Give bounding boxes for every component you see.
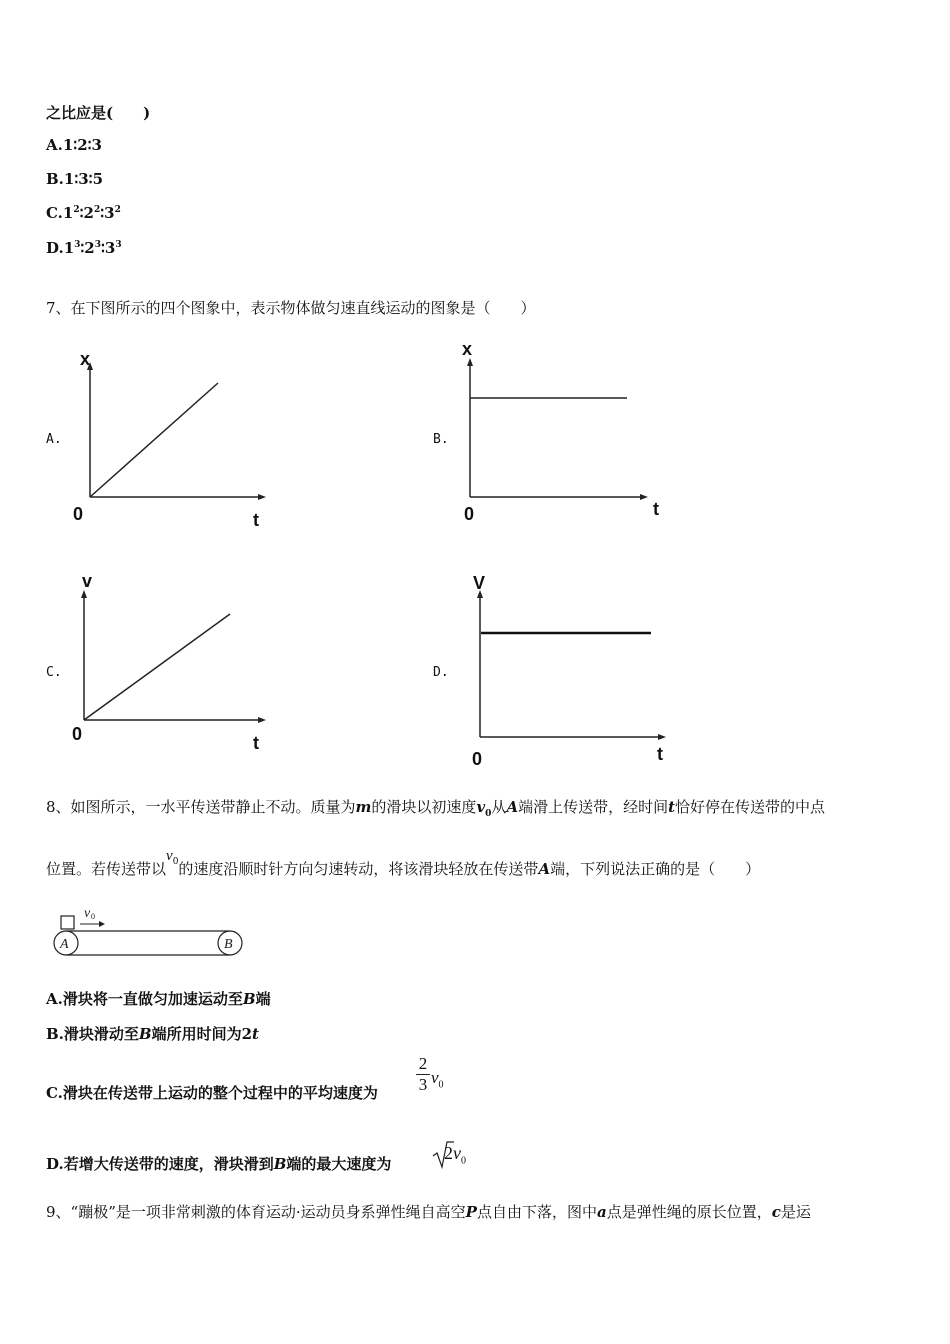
graph-c-y-label: v bbox=[82, 571, 93, 591]
graph-c bbox=[60, 568, 280, 768]
graph-c-x-label: t bbox=[253, 733, 259, 753]
q6-option-c: $C.1^2∶2^2∶3^2$ bbox=[46, 204, 121, 222]
graph-b bbox=[440, 338, 680, 538]
fraction-denominator: 3 bbox=[418, 1075, 428, 1094]
graph-b-origin: 0 bbox=[464, 504, 475, 524]
q9-stem-line-1: 9、“蹦极”是一项非常刺激的体育运动·运动员身系弹性绳自高空P点自由下落，图中a点是弹性绳的原长位置，c是运 bbox=[46, 1203, 811, 1221]
q8-option-d-value: $2v_0$ bbox=[444, 1143, 466, 1167]
q8-option-c-var: $v_0$ bbox=[431, 1068, 444, 1091]
graph-c-plot-line bbox=[84, 614, 230, 720]
q8-stem-line-2: 位置。若传送带以$v_0$的速度沿顺时针方向匀速转动，将该滑块轻放在传送带A端，下列说法正确的是（ ） bbox=[46, 848, 761, 878]
fraction-numerator: 2 bbox=[418, 1054, 428, 1073]
q8-option-c: C.滑块在传送带上运动的整个过程中的平均速度为 bbox=[46, 1084, 378, 1102]
q6-option-b: B.1∶3∶5 bbox=[46, 170, 104, 188]
q8-option-a: A.滑块将一直做匀加速运动至B端 bbox=[46, 990, 271, 1008]
q8-option-d: D.若增大传送带的速度，滑块滑到B端的最大速度为 bbox=[46, 1155, 392, 1173]
graph-d bbox=[450, 568, 690, 778]
q6-option-a: A.1∶2∶3 bbox=[46, 136, 102, 154]
q6-stem-tail: 之比应是( ) bbox=[46, 104, 151, 122]
pulley-b-label: B bbox=[224, 937, 233, 952]
graph-b-y-label: x bbox=[462, 339, 473, 359]
graph-b-label: B. bbox=[433, 432, 449, 447]
q6-option-d: $D.1^3∶2^3∶3^3$ bbox=[46, 239, 122, 257]
q8-stem-line-1: 8、如图所示，一水平传送带静止不动。质量为m的滑块以初速度$v_0$从A端滑上传送带，经时间t恰好停在传送带的中点 bbox=[46, 798, 826, 819]
graph-d-y-label: V bbox=[473, 573, 486, 593]
conveyor-figure bbox=[50, 902, 250, 962]
graph-a-origin: 0 bbox=[73, 504, 84, 524]
q8-option-b: B.滑块滑动至B端所用时间为2t bbox=[46, 1025, 259, 1043]
q7-stem: 7、在下图所示的四个图象中，表示物体做匀速直线运动的图象是（ ） bbox=[46, 299, 536, 317]
graph-c-label: C. bbox=[46, 665, 62, 680]
graph-a-y-label: x bbox=[80, 349, 91, 369]
graph-a-x-label: t bbox=[253, 510, 259, 530]
graph-d-label: D. bbox=[433, 665, 449, 680]
graph-d-origin: 0 bbox=[472, 749, 483, 769]
graph-d-x-label: t bbox=[657, 744, 663, 764]
q8-option-c-fraction bbox=[415, 1054, 431, 1095]
slider-block bbox=[61, 916, 74, 929]
graph-a-label: A. bbox=[46, 432, 62, 447]
pulley-a-label: A bbox=[60, 937, 69, 952]
velocity-label: v bbox=[84, 906, 91, 921]
graph-b-x-label: t bbox=[653, 499, 659, 519]
graph-a bbox=[60, 340, 280, 540]
graph-a-plot-line bbox=[90, 383, 218, 497]
svg-text:0: 0 bbox=[91, 912, 95, 921]
graph-c-origin: 0 bbox=[72, 724, 83, 744]
